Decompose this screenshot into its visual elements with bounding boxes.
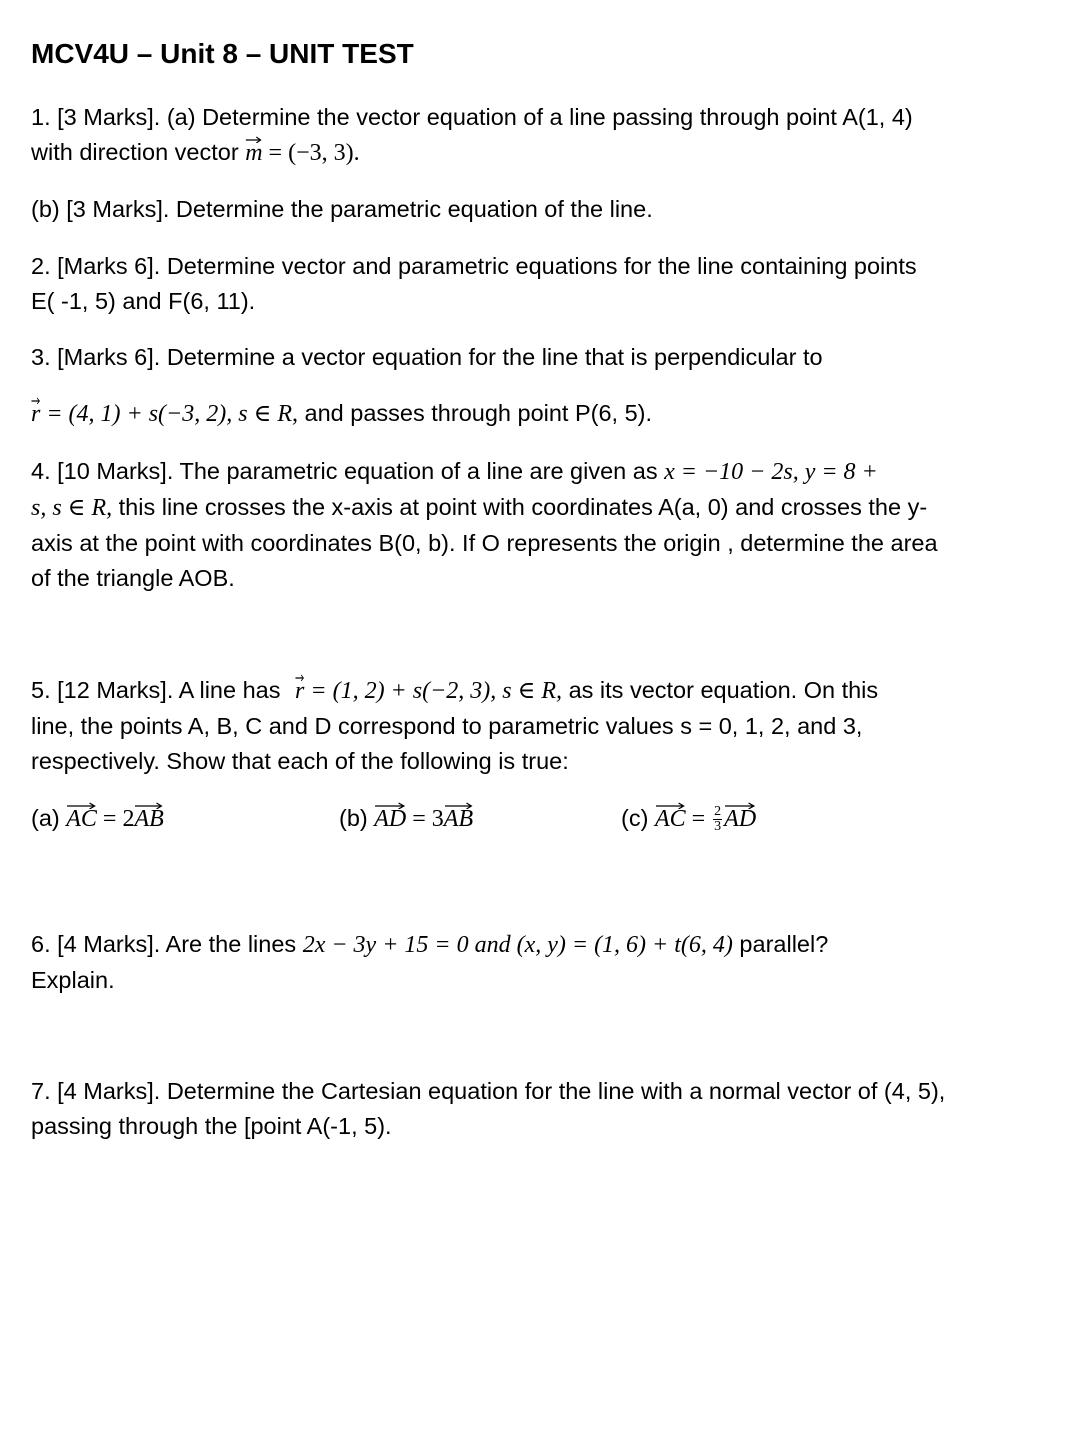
vector-ac: AC xyxy=(66,807,97,831)
q5-part-b xyxy=(339,805,473,833)
vector-ab: AB xyxy=(444,807,473,831)
q5-part-c-eq: = xyxy=(685,806,712,832)
q4-line-1 xyxy=(31,454,1061,490)
q4-line-4: of the triangle AOB. xyxy=(31,565,235,591)
q5-part-a-label: (a) xyxy=(31,805,67,831)
question-3 xyxy=(31,340,1061,375)
q5-equation: = (1, 2) + s(−2, 3), s ∈ R, xyxy=(304,678,563,704)
q5-line-1 xyxy=(31,673,1061,709)
fraction-two-thirds xyxy=(713,805,722,834)
q7-line-2: passing through the [point A(-1, 5). xyxy=(31,1113,392,1139)
q4-line-2 xyxy=(31,490,1061,526)
vector-ad: AD xyxy=(374,807,406,831)
q1-line-2-text: with direction vector xyxy=(31,139,246,165)
page-title: MCV4U – Unit 8 – UNIT TEST xyxy=(31,38,414,69)
question-4 xyxy=(31,454,1061,596)
q6-line-2: Explain. xyxy=(31,967,115,993)
q1-line-2 xyxy=(31,135,1061,171)
q2-line-1: 2. [Marks 6]. Determine vector and parametric equations for the line containing points xyxy=(31,253,917,279)
q4-line-1-text: 4. [10 Marks]. The parametric equation of a line are given as xyxy=(31,458,665,484)
q5-part-b-label: (b) xyxy=(339,805,375,831)
q4-line-2-text: this line crosses the x-axis at point with coordinates A(a, 0) and crosses the y- xyxy=(112,494,928,520)
vector-ac: AC xyxy=(655,807,686,831)
q7-line-1: 7. [4 Marks]. Determine the Cartesian equation for the line with a normal vector of (4, 5), xyxy=(31,1078,946,1104)
fraction-denominator: 3 xyxy=(714,819,722,835)
q3-equation: = (4, 1) + s(−3, 2), s ∈ R, xyxy=(40,401,299,427)
q5-part-a xyxy=(31,805,164,833)
q5-line-1-text: 5. [12 Marks]. A line has xyxy=(31,677,288,703)
vector-m: m xyxy=(245,141,262,165)
q6-line-1 xyxy=(31,927,1061,963)
q3-line-2 xyxy=(31,396,1061,432)
question-1 xyxy=(31,100,1061,171)
q4-line-3: axis at the point with coordinates B(0, b). If O represents the origin , determine the area xyxy=(31,530,938,556)
q6-line-1-text: 6. [4 Marks]. Are the lines xyxy=(31,931,303,957)
q4-line-2-math: s, s ∈ R, xyxy=(31,495,113,521)
question-6 xyxy=(31,927,1061,998)
q5-part-b-eq: = 3 xyxy=(406,806,444,832)
q3-line-1: 3. [Marks 6]. Determine a vector equation for the line that is perpendicular to xyxy=(31,344,823,370)
q5-part-a-eq: = 2 xyxy=(96,806,135,832)
question-2 xyxy=(31,249,1061,319)
q5-line-3: respectively. Show that each of the following is true: xyxy=(31,748,569,774)
question-5 xyxy=(31,673,1061,779)
vector-r: r xyxy=(295,679,304,703)
q5-part-c xyxy=(621,805,756,834)
vector-ad: AD xyxy=(724,807,756,831)
q5-line-1-tail: as its vector equation. On this xyxy=(562,677,879,703)
q5-line-2: line, the points A, B, C and D correspond to parametric values s = 0, 1, 2, and 3, xyxy=(31,713,863,739)
q1-line-1: 1. [3 Marks]. (a) Determine the vector equation of a line passing through point A(1, 4) xyxy=(31,104,913,130)
q3-line-2-text: and passes through point P(6, 5). xyxy=(298,400,653,426)
q6-line-1-math: 2x − 3y + 15 = 0 and (x, y) = (1, 6) + t(6, 4) xyxy=(302,932,733,958)
q4-line-1-math: x = −10 − 2s, y = 8 + xyxy=(664,459,878,485)
vector-r: r xyxy=(31,402,40,426)
fraction-numerator: 2 xyxy=(714,804,722,820)
q1-direction-value: = (−3, 3). xyxy=(262,140,360,166)
q2-line-2: E( -1, 5) and F(6, 11). xyxy=(31,288,256,314)
q1-part-b: (b) [3 Marks]. Determine the parametric equation of the line. xyxy=(31,196,653,222)
vector-ab: AB xyxy=(134,807,163,831)
q5-part-c-label: (c) xyxy=(621,805,655,831)
question-7 xyxy=(31,1074,1061,1144)
q6-line-1-tail: parallel? xyxy=(732,931,829,957)
